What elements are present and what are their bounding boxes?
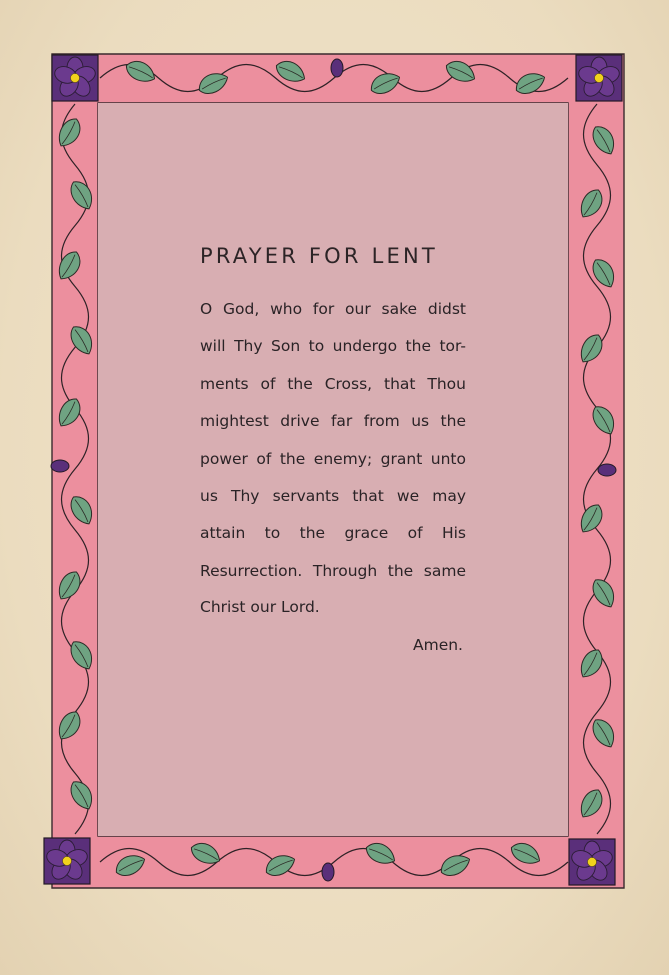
prayer-closing: Amen.: [413, 636, 463, 654]
violet-flower-icon: [52, 55, 98, 101]
prayer-line-2: will Thy Son to undergo the tor-: [200, 337, 466, 355]
prayer-line-3: ments of the Cross, that Thou: [200, 375, 466, 393]
prayer-line-7: attain to the grace of His: [200, 524, 466, 542]
bud-icon: [322, 863, 334, 881]
violet-flower-icon: [576, 55, 622, 101]
prayer-line-5: power of the enemy; grant unto: [200, 450, 466, 468]
prayer-title: PRAYER FOR LENT: [200, 244, 438, 268]
prayer-line-1: O God, who for our sake didst: [200, 300, 466, 318]
prayer-line-4: mightest drive far from us the: [200, 412, 466, 430]
violet-flower-icon: [44, 838, 90, 884]
bud-icon: [331, 59, 343, 77]
prayer-line-9: Christ our Lord.: [200, 598, 320, 616]
prayer-line-8: Resurrection. Through the same: [200, 562, 466, 580]
violet-flower-icon: [569, 839, 615, 885]
bud-icon: [51, 460, 69, 472]
prayer-line-6: us Thy servants that we may: [200, 487, 466, 505]
bud-icon: [598, 464, 616, 476]
text-panel: [98, 103, 568, 836]
